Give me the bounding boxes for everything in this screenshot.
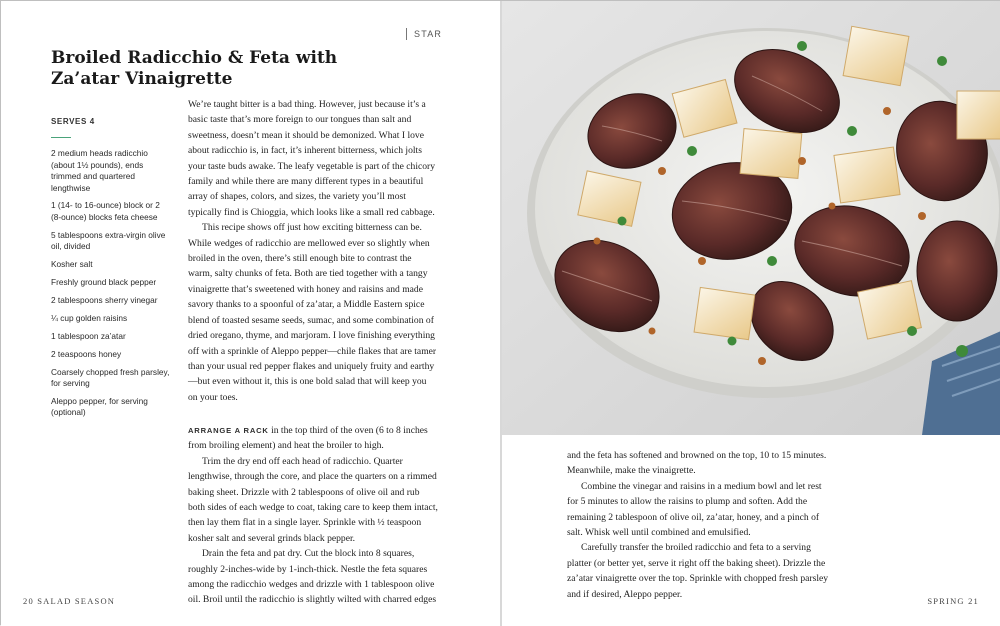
method-paragraph: and the feta has softened and browned on the top, 10 to 15 minutes. Meanwhile, make the vinaigrette. [567,450,827,477]
method-text-left [188,423,438,608]
ingredient-item: 1 tablespoon za’atar [51,330,126,341]
intro-paragraph: This recipe shows off just how exciting bitterness can be. While wedges of radicchio are mellowed ever so slightly when broiled in the oven, there’s still enough bite to contrast the warm, salty chunks of feta. Both are tied together with a tangy vinaigrette that’s sweetened with honey and raisins and made savory thanks to a spoonful of za’atar, a Middle Eastern spice blend of toasted sesame seeds, sumac, and some combination of dried oregano, thyme, and marjoram. I love finishing everything off with a sprinkle of Aleppo pepper—chile flakes that are tamer than your usual red pepper flakes and uniquely fruity and earthy—but even without it, this is one bold salad that will keep you on your toes. [188,222,437,403]
serves-label: SERVES 4 [51,117,95,126]
method-lead: ARRANGE A RACK [188,426,269,435]
method-paragraph: Drain the feta and pat dry. Cut the block into 8 squares, roughly 2-inches-wide by 1-inch-thick. Nestle the feta squares among the radicchio wedges and drizzle with 1 tablespoon olive oil. Broil until the radicchio is slightly wilted with charred edges [188,548,437,606]
ingredient-item: Aleppo pepper, for serving (optional) [51,395,148,418]
dish-photo-illustration [502,1,1000,435]
method-text-right [567,448,829,602]
ingredient-item: 2 tablespoons sherry vinegar [51,294,158,305]
ingredient-item: 2 medium heads radicchio (about 1½ pounds), ends trimmed and quartered lengthwise [51,148,148,193]
ingredient-item: 2 teaspoons honey [51,348,122,359]
method-lead-rest: in the top third of the oven (6 to 8 inches from broiling element) and heat the broiler to high. [188,425,428,452]
recipe-title: Broiled Radicchio & Feta with Za’atar Vinaigrette [51,48,338,89]
ingredient-item: Coarsely chopped fresh parsley, for serving [51,366,170,389]
ingredient-item: 5 tablespoons extra-virgin olive oil, divided [51,229,166,252]
left-page [1,1,500,626]
ingredient-item: ¼ cup golden raisins [51,312,128,323]
divider-rule [51,137,71,138]
method-paragraph: Carefully transfer the broiled radicchio and feta to a serving platter (or better yet, serve it right off the baking sheet). Drizzle the za’atar vinaigrette over the top. Sprinkle with chopped fresh parsley and if desired, Aleppo pepper. [567,542,829,600]
ingredient-list [51,148,171,425]
method-paragraph: Trim the dry end off each head of radicchio. Quarter lengthwise, through the core, and place the quarters on a rimmed baking sheet. Drizzle with 2 tablespoons of olive oil and rub both sides of each wedge to coat, taking care to keep them intact, then lay them flat in a single layer. Sprinkle with ½ teaspoon kosher salt and several grinds black pepper. [188,455,438,544]
intro-text [188,97,438,405]
intro-paragraph: We’re taught bitter is a bad thing. However, just because it’s a basic taste that’s more foreign to our tongues than salt and sweetness, doesn’t mean it should be demonized. What I love about radicchio is, in fact, it’s inherent bitterness, which jolts your taste buds awake. The leafy vegetable is part of the chicory family and while there are many different types in a beautiful array of shapes, colors, and sizes, the variety you’ll most typically find is Chioggia, which looks like a small red cabbage. [188,99,436,218]
ingredient-item: Kosher salt [51,259,93,270]
right-page [502,1,1000,626]
section-tag: STAR [406,28,442,40]
ingredient-item: Freshly ground black pepper [51,277,157,288]
ingredient-item: 1 (14- to 16-ounce) block or 2 (8-ounce) blocks feta cheese [51,200,160,222]
folio-right: SPRING 21 [927,596,979,606]
method-paragraph: Combine the vinegar and raisins in a medium bowl and let rest for 5 minutes to allow the raisins to plump and soften. Add the remaining 2 tablespoon of olive oil, za’atar, honey, and a pinch of salt. Whisk well until combined and emulsified. [567,480,822,539]
folio-left: 20 SALAD SEASON [23,596,116,606]
dish-photo [502,1,1000,435]
method-paragraph [188,423,438,454]
